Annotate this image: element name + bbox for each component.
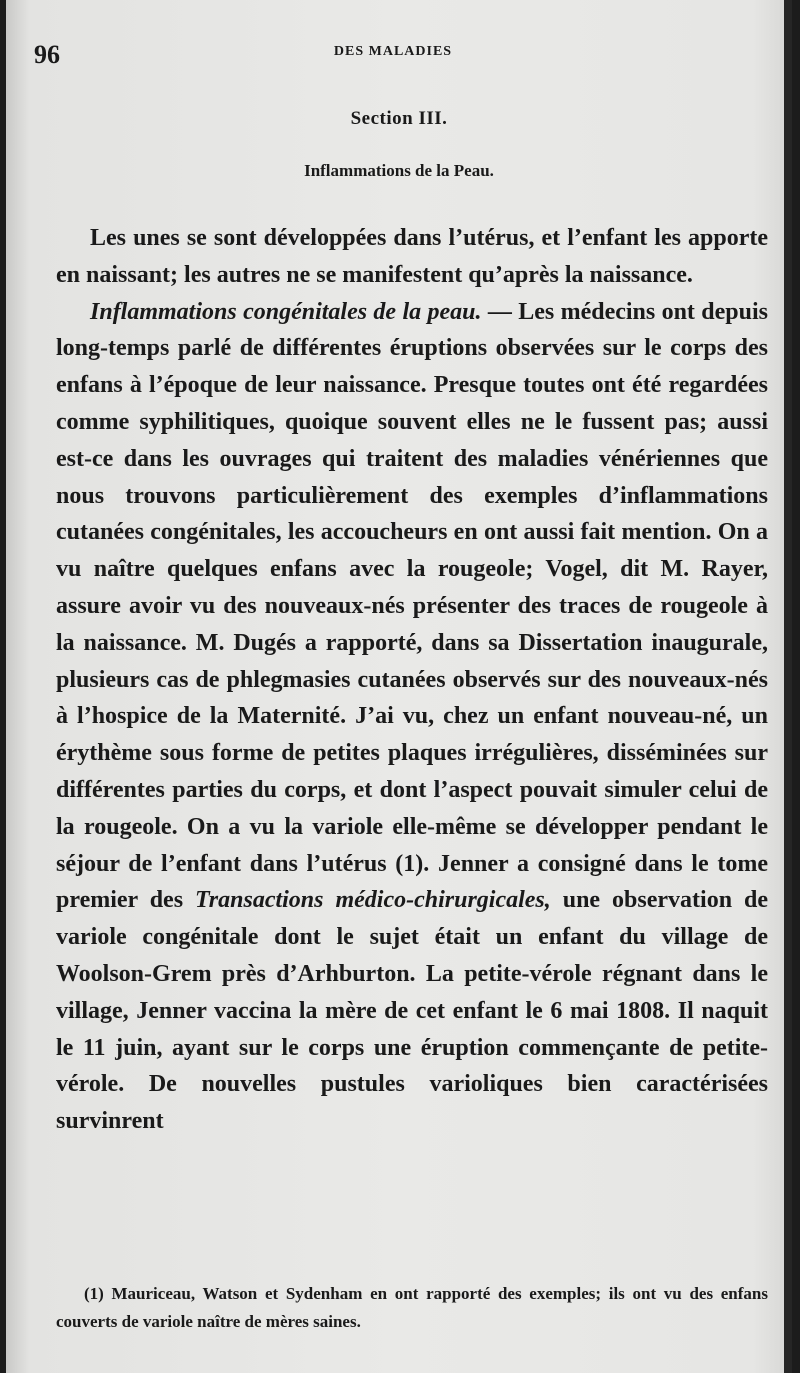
paragraph-2-text: — Les médecins ont depuis long-temps parlé de différentes éruptions observées sur le corps des enfans à l’époque de leur naissance. Presque toutes ont été regardées comme syphilitiques, quoique souvent elles ne le fussent pas; aussi est-ce dans les ouvrages qui traitent des maladies vénériennes que nous trouvons particulièrement des exemples d’inflammations cutanées congénitales, les accoucheurs en ont aussi fait mention. On a vu naître quelques enfans avec la rougeole; Vogel, dit M. Rayer, assure avoir vu des nouveaux-nés présenter des traces de rougeole à la naissance. M. Dugés a rapporté, dans sa Dissertation inaugurale, plusieurs cas de phlegmasies cutanées observés sur des nouveaux-nés à l’hospice de la Maternité. J’ai vu, chez un enfant nouveau-né, un érythème sous forme de petites plaques irrégulières, disséminées sur différentes parties du corps, et dont l’aspect pouvait simuler celui de la rougeole. On a vu la variole elle-même se développer pendant le séjour de l’enfant dans l’utérus (1). Jenner a consigné dans le tome premier des <box>56 298 768 914</box>
book-page <box>6 0 792 1373</box>
paragraph-2-title: Inflammations congénitales de la peau. <box>90 298 482 325</box>
page-number: 96 <box>34 40 60 69</box>
body-text <box>56 220 768 1140</box>
paragraph-2-italic-title: Transactions médico-chirurgicales, <box>195 887 551 914</box>
running-head <box>34 40 752 69</box>
footnote-text: (1) Mauriceau, Watson et Sydenham en ont rapporté des exemples; ils ont vu des enfans couverts de variole naître de mères saines. <box>56 1284 768 1331</box>
section-subtitle: Inflammations de la Peau. <box>304 161 494 180</box>
running-title: DES MALADIES <box>333 44 453 59</box>
paragraph-2-text-continued: une observation de variole congénitale dont le sujet était un enfant du village de Woolson-Grem près d’Arhburton. La petite-vérole régnant dans le village, Jenner vaccina la mère de cet enfant le 6 mai 1808. Il naquit le 11 juin, ayant sur le corps une éruption commençante de petite-vérole. De nouvelles pustules varioliques bien caractérisées survinrent <box>56 887 768 1135</box>
footnote <box>56 1280 768 1336</box>
page-edge-shadow <box>784 0 792 1373</box>
paragraph-1: Les unes se sont développées dans l’utérus, et l’enfant les apporte en naissant; les autres ne se manifestent qu’après la naissance. <box>56 225 768 288</box>
paragraph-2 <box>56 294 768 1140</box>
section-heading: Section III. <box>350 108 448 129</box>
